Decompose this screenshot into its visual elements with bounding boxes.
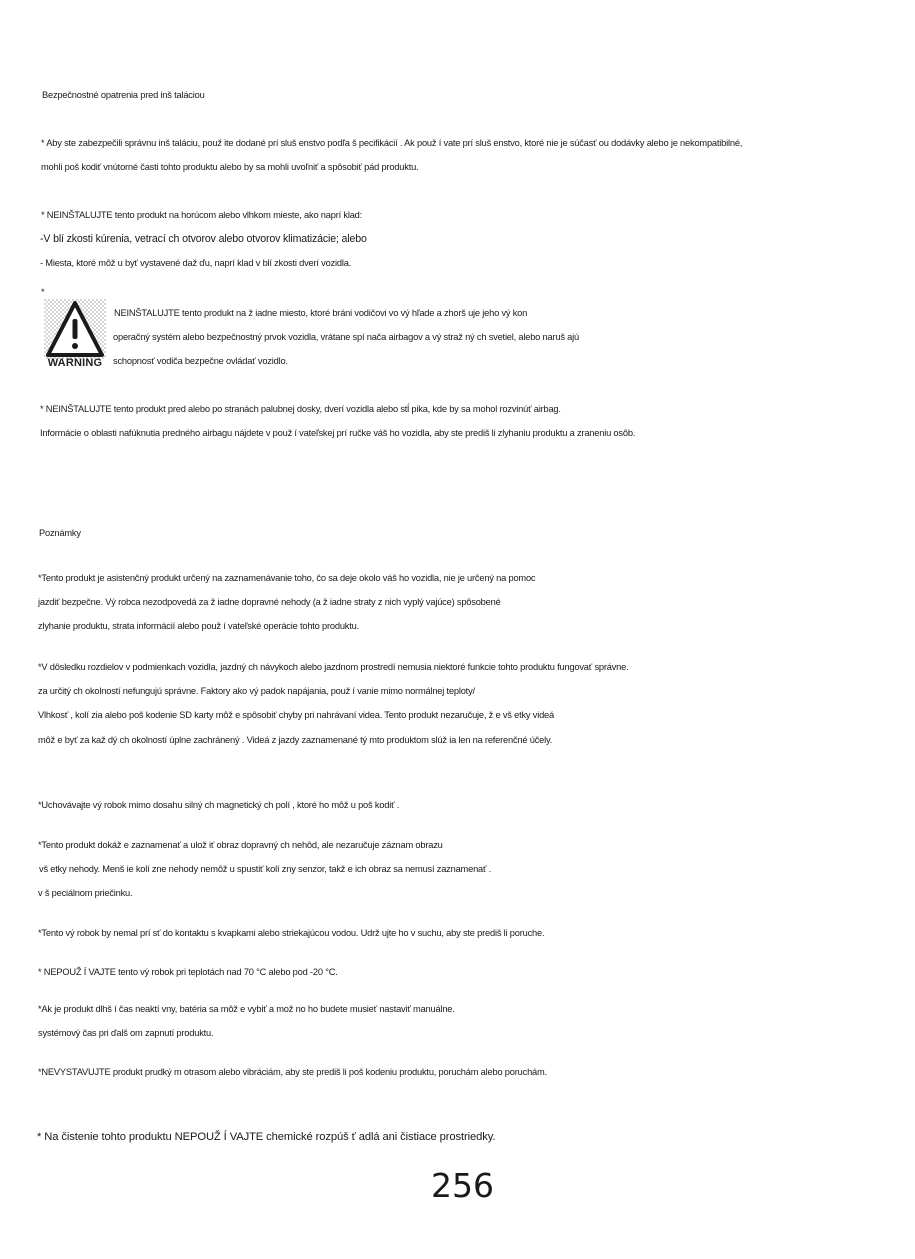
paragraph-line: *Ak je produkt dlhš í čas neaktí vny, batéria sa môž e vybiť a mož no ho budete musieť nastaviť manuálne. [38,1004,455,1014]
paragraph-line: NEINŠTALUJTE tento produkt na ž iadne miesto, ktoré bráni vodičovi vo vý hľade a zhorš uje jeho vý kon [114,308,528,318]
paragraph-line: * NEINŠTALUJTE tento produkt pred alebo po stranách palubnej dosky, dverí vozidla alebo stĺ pika, kde by sa mohol rozvinúť airbag. [40,404,561,414]
paragraph-line: - Miesta, ktoré môž u byť vystavené daž ďu, naprí klad v blí zkosti dverí vozidla. [40,258,352,268]
paragraph-line: * Aby ste zabezpečili správnu inš taláciu, použ ite dodané prí sluš enstvo podľa š pecifikácií . Ak použ í vate prí sluš enstvo, ktoré nie je súčasť ou dodávky alebo je nekompatibilné, [41,138,743,148]
paragraph-line: v š peciálnom priečinku. [38,888,133,898]
paragraph-line: Informácie o oblasti nafúknutia predného airbagu nájdete v použ í vateľskej prí ručke váš ho vozidla, aby ste prediš li zlyhaniu produktu a zraneniu osôb. [40,428,636,438]
paragraph-line: za určitý ch okolností nefungujú správne. Faktory ako vý padok napájania, použ í vanie mimo normálnej teploty/ [38,686,475,696]
paragraph-line: operačný systém alebo bezpečnostný prvok vozidla, vrátane spí nača airbagov a vý straž ný ch svetiel, alebo naruš ajú [113,332,579,342]
warning-label: WARNING [47,357,103,369]
paragraph-line: * NEPOUŽ Í VAJTE tento vý robok pri teplotách nad 70 °C alebo pod -20 °C. [38,967,338,977]
paragraph-line: *Tento vý robok by nemal prí sť do kontaktu s kvapkami alebo striekajúcou vodou. Udrž ujte ho v suchu, aby ste prediš li poruche. [38,928,545,938]
paragraph-line: *V dôsledku rozdielov v podmienkach vozidla, jazdný ch návykoch alebo jazdnom prostredí nemusia niektoré funkcie tohto produktu fungovať správne. [38,662,629,672]
paragraph-line: Vlhkosť , kolí zia alebo poš kodenie SD karty môž e spôsobiť chyby pri nahrávaní videa. Tento produkt nezaručuje, ž e vš etky videá [38,710,554,720]
bullet-asterisk: * [41,287,45,297]
paragraph-line: * Na čistenie tohto produktu NEPOUŽ Í VAJTE chemické rozpúš ť adlá ani čistiace prostriedky. [37,1131,496,1143]
paragraph-line: mohli poš kodiť vnútorné časti tohto produktu alebo by sa mohli uvoľniť a spôsobiť pád produktu. [41,162,419,172]
paragraph-line: môž e byť za kaž dý ch okolností úplne zachránený . Videá z jazdy zaznamenané tý mto produktom slúž ia len na referenčné účely. [38,735,553,745]
paragraph-line: *Uchovávajte vý robok mimo dosahu silný ch magnetický ch polí , ktoré ho môž u poš kodiť . [38,800,400,810]
paragraph-line: zlyhanie produktu, strata informácií alebo použ í vateľské operácie tohto produktu. [38,621,359,631]
paragraph-line: *Tento produkt dokáž e zaznamenať a ulož iť obraz dopravný ch nehôd, ale nezaručuje záznam obrazu [38,840,443,850]
section-title-notes: Poznámky [39,528,81,538]
paragraph-line: *Tento produkt je asistenčný produkt určený na zaznamenávanie toho, čo sa deje okolo váš ho vozidla, nie je určený na pomoc [38,573,536,583]
paragraph-line: systémový čas pri ďalš om zapnutí produktu. [38,1028,214,1038]
paragraph-line: -V blí zkosti kúrenia, vetrací ch otvorov alebo otvorov klimatizácie; alebo [40,233,367,245]
section-title-safety: Bezpečnostné opatrenia pred inš taláciou [42,90,205,100]
paragraph-line: vš etky nehody. Menš ie kolí zne nehody nemôž u spustiť kolí zny senzor, takž e ich obraz sa nemusí zaznamenať . [39,864,492,874]
warning-triangle-icon [44,299,106,373]
paragraph-line: jazdiť bezpečne. Vý robca nezodpovedá za ž iadne dopravné nehody (a ž iadne straty z nich vyplý vajúce) spôsobené [38,597,501,607]
paragraph-line: * NEINŠTALUJTE tento produkt na horúcom alebo vlhkom mieste, ako naprí klad: [41,210,363,220]
paragraph-line: schopnosť vodiča bezpečne ovládať vozidlo. [113,356,288,366]
page-number: 256 [431,1166,494,1205]
paragraph-line: *NEVYSTAVUJTE produkt prudký m otrasom alebo vibráciám, aby ste prediš li poš kodeniu produktu, poruchám alebo poruchám. [38,1067,547,1077]
